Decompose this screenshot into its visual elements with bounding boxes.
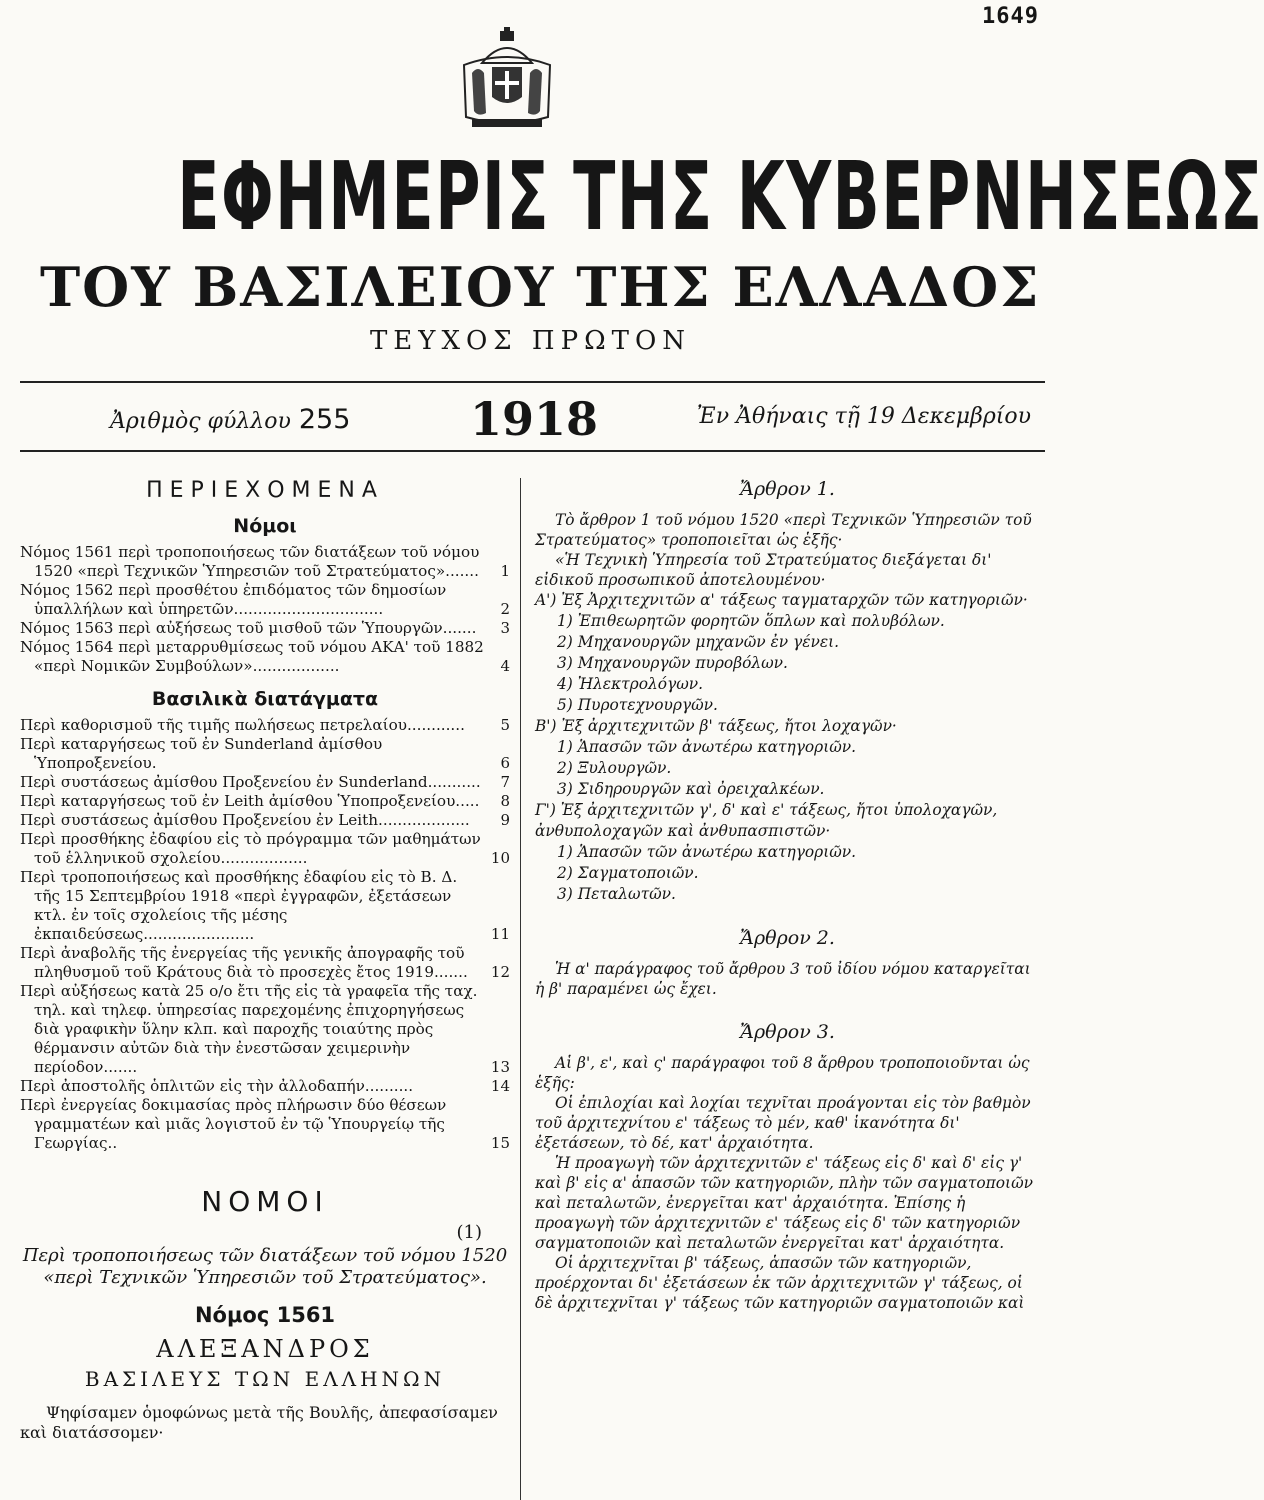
toc-entry: Νόμος 1562 περὶ προσθέτου ἐπιδόματος τῶν δημοσίων ὑπαλλήλων καὶ ὑπηρετῶν............................... 2 bbox=[20, 581, 510, 618]
law-title: Περὶ τροποποιήσεως τῶν διατάξεων τοῦ νόμου 1520 «περὶ Τεχνικῶν Ὑπηρεσιῶν τοῦ Στρατεύματος». bbox=[22, 1245, 508, 1288]
article-3-paragraph: Οἱ ἐπιλοχίαι καὶ λοχίαι τεχνῖται προάγονται εἰς τὸν βαθμὸν τοῦ ἀρχιτεχνίτου ε' τάξεως τὸ μέν, καθ' ἱκανότητα δι' ἐξετάσεων, τὸ δέ, κατ' ἀρχαιότητα. bbox=[535, 1094, 1031, 1152]
toc-entry: Νόμος 1563 περὶ αὐξήσεως τοῦ μισθοῦ τῶν Ὑπουργῶν....... 3 bbox=[20, 619, 510, 637]
toc-entry: Περὶ ἀναβολῆς τῆς ἐνεργείας τῆς γενικῆς ἀπογραφῆς τοῦ πληθυσμοῦ τοῦ Κράτους διὰ τὸ προσεχὲς ἔτος 1919....... 12 bbox=[20, 944, 510, 981]
article-3-paragraph: Οἱ ἀρχιτεχνῖται β' τάξεως, ἁπασῶν τῶν κατηγοριῶν, προέρχονται δι' ἐξετάσεων ἐκ τῶν ἀρχιτεχνιτῶν γ' τάξεως, οἱ δὲ ἀρχιτεχνῖται γ' τάξεως τῶν κατηγοριῶν σαγματοποιῶν καὶ bbox=[535, 1254, 1025, 1312]
sheet-number-block bbox=[110, 404, 350, 435]
toc-entry: Περὶ αὐξήσεως κατὰ 25 ο/ο ἔτι τῆς εἰς τὰ γραφεῖα τῆς ταχ. τηλ. καὶ τηλεφ. ὑπηρεσίας παρεχομένης ἐπιχορηγήσεως διὰ γραφικὴν ὕλην κλπ. καὶ παροχῆς τοιαύτης πρὸς θέρμανσιν αὐτῶν διὰ τὴν ἐνεστῶσαν χειμερινὴν περίοδον....... 13 bbox=[20, 982, 510, 1076]
place-date: Ἐν Ἀθήναις τῇ 19 Δεκεμβρίου bbox=[696, 404, 1031, 429]
sheet-number: 255 bbox=[298, 404, 351, 435]
toc-laws-heading: Νόμοι bbox=[233, 515, 297, 537]
masthead-subtitle: ΤΟΥ ΒΑΣΙΛΕΙΟΥ ΤΗΣ ΕΛΛΑΔΟΣ bbox=[40, 255, 1041, 319]
list-item: 3) Μηχανουργῶν πυροβόλων. bbox=[557, 654, 788, 672]
right-column bbox=[535, 478, 1040, 1313]
toc-entry: Περὶ τροποποιήσεως καὶ προσθήκης ἐδαφίου εἰς τὸ Β. Δ. τῆς 15 Σεπτεμβρίου 1918 «περὶ ἐγγραφῶν, ἐξετάσεων κτλ. ἐν τοῖς σχολείοις τῆς μέσης ἐκπαιδεύσεως....................... 11 bbox=[20, 868, 510, 943]
toc-entry: Περὶ ἀποστολῆς ὁπλιτῶν εἰς τὴν ἀλλοδαπήν.......... 14 bbox=[20, 1077, 510, 1095]
article-3-paragraph: Αἱ β', ε', καὶ ς' παράγραφοι τοῦ 8 ἄρθρου τροποποιοῦνται ὡς ἑξῆς: bbox=[535, 1054, 1030, 1092]
list-item: 1) Ἁπασῶν τῶν ἀνωτέρω κατηγοριῶν. bbox=[557, 738, 857, 756]
left-column bbox=[20, 478, 510, 1443]
article-1-class-b: Β') Ἐξ ἀρχιτεχνιτῶν β' τάξεως, ἤτοι λοχαγῶν· bbox=[535, 717, 897, 735]
toc-decrees-heading: Βασιλικὰ διατάγματα bbox=[151, 688, 379, 710]
king-name: ΑΛΕΞΑΝΔΡΟΣ bbox=[156, 1335, 374, 1363]
list-item: 1) Ἐπιθεωρητῶν φορητῶν ὅπλων καὶ πολυβόλων. bbox=[557, 612, 945, 630]
article-2-heading: Ἄρθρον 2. bbox=[740, 927, 835, 949]
article-3-heading: Ἄρθρον 3. bbox=[740, 1021, 835, 1043]
king-title: ΒΑΣΙΛΕΥΣ ΤΩΝ ΕΛΛΗΝΩΝ bbox=[84, 1367, 446, 1391]
list-item: 2) Ξυλουργῶν. bbox=[557, 759, 672, 777]
article-1-paragraph: «Ἡ Τεχνικὴ Ὑπηρεσία τοῦ Στρατεύματος διεξάγεται δι' εἰδικοῦ προσωπικοῦ ἀποτελουμένου· bbox=[535, 551, 992, 589]
toc-entry: Νόμος 1564 περὶ μεταρρυθμίσεως τοῦ νόμου ΑΚΑ' τοῦ 1882 «περὶ Νομικῶν Συμβούλων».................. 4 bbox=[20, 638, 510, 675]
footnote-marker: (1) bbox=[456, 1222, 482, 1243]
list-item: 4) Ἠλεκτρολόγων. bbox=[557, 675, 704, 693]
article-1-heading: Ἄρθρον 1. bbox=[740, 478, 835, 500]
list-item: 1) Ἁπασῶν τῶν ἀνωτέρω κατηγοριῶν. bbox=[557, 843, 857, 861]
article-3-paragraph: Ἡ προαγωγὴ τῶν ἀρχιτεχνιτῶν ε' τάξεως εἰς δ' καὶ δ' εἰς γ' καὶ β' εἰς α' ἁπασῶν τῶν κατηγοριῶν, πλὴν τῶν σαγματοποιῶν καὶ πεταλωτῶν, ἐνεργεῖται κατ' ἀρχαιότητα. Ἐπίσης ἡ προαγωγὴ τῶν ἀρχιτεχνιτῶν ε' τάξεως εἰς δ' τῶν κατηγοριῶν σαγματοποιῶν καὶ πεταλωτῶν ἐνεργεῖται κατ' ἀρχαιότητα. bbox=[535, 1154, 1033, 1252]
article-2-paragraph: Ἡ α' παράγραφος τοῦ ἄρθρου 3 τοῦ ἰδίου νόμου καταργεῖται ἡ β' παραμένει ὡς ἔχει. bbox=[535, 960, 1031, 998]
issue-part: ΤΕΥΧΟΣ ΠΡΩΤΟΝ bbox=[369, 326, 692, 356]
toc-entry: Περὶ καθορισμοῦ τῆς τιμῆς πωλήσεως πετρελαίου............ 5 bbox=[20, 716, 510, 734]
law-number: Νόμος 1561 bbox=[194, 1303, 336, 1327]
toc-entry: Περὶ καταργήσεως τοῦ ἐν Sunderland ἀμίσθου Ὑποπροξενείου. 6 bbox=[20, 735, 510, 772]
laws-section-heading: ΝΟΜΟΙ bbox=[201, 1185, 329, 1218]
list-item: 2) Σαγματοποιῶν. bbox=[557, 864, 699, 882]
law-preamble: Ψηφίσαμεν ὁμοφώνως μετὰ τῆς Βουλῆς, ἀπεφασίσαμεν καὶ διατάσσομεν· bbox=[20, 1403, 498, 1442]
header-top-rule bbox=[20, 381, 1045, 383]
royal-coat-of-arms-icon bbox=[452, 25, 562, 135]
toc-entry: Περὶ καταργήσεως τοῦ ἐν Leith ἀμίσθου Ὑποπροξενείου..... 8 bbox=[20, 792, 510, 810]
list-item: 3) Πεταλωτῶν. bbox=[557, 885, 676, 903]
article-1-class-a: Α') Ἐξ Ἀρχιτεχνιτῶν α' τάξεως ταγματαρχῶν τῶν κατηγοριῶν· bbox=[535, 591, 1028, 609]
page-number: 1649 bbox=[982, 4, 1039, 29]
toc-entry: Περὶ συστάσεως ἀμίσθου Προξενείου ἐν Leith................... 9 bbox=[20, 811, 510, 829]
masthead-title: ΕΦΗΜΕΡΙΣ ΤΗΣ ΚΥΒΕΡΝΗΣΕΩΣ bbox=[177, 142, 1264, 253]
sheet-label: Ἀριθμὸς φύλλου bbox=[110, 409, 291, 434]
header-bottom-rule bbox=[20, 450, 1045, 452]
list-item: 3) Σιδηρουργῶν καὶ ὀρειχαλκέων. bbox=[557, 780, 825, 798]
toc-entry: Περὶ ἐνεργείας δοκιμασίας πρὸς πλήρωσιν δύο θέσεων γραμματέων καὶ μιᾶς λογιστοῦ ἐν τῷ Ὑπουργείῳ τῆς Γεωργίας.. 15 bbox=[20, 1096, 510, 1152]
list-item: 2) Μηχανουργῶν μηχανῶν ἐν γένει. bbox=[557, 633, 840, 651]
toc-title: ΠΕΡΙΕΧΟΜΕΝΑ bbox=[146, 478, 384, 503]
column-divider bbox=[520, 478, 521, 1500]
article-1-paragraph: Τὸ ἄρθρον 1 τοῦ νόμου 1520 «περὶ Τεχνικῶν Ὑπηρεσιῶν τοῦ Στρατεύματος» τροποποιεῖται ὡς ἑξῆς· bbox=[535, 511, 1032, 549]
article-1-class-c: Γ') Ἐξ ἀρχιτεχνιτῶν γ', δ' καὶ ε' τάξεως, ἤτοι ὑπολοχαγῶν, ἀνθυπολοχαγῶν καὶ ἀνθυπασπιστῶν· bbox=[535, 801, 998, 840]
toc-entry: Περὶ προσθήκης ἐδαφίου εἰς τὸ πρόγραμμα τῶν μαθημάτων τοῦ ἑλληνικοῦ σχολείου.................. 10 bbox=[20, 830, 510, 867]
toc-entry: Περὶ συστάσεως ἀμίσθου Προξενείου ἐν Sunderland........... 7 bbox=[20, 773, 510, 791]
list-item: 5) Πυροτεχνουργῶν. bbox=[557, 696, 718, 714]
issue-year: 1918 bbox=[470, 392, 599, 446]
toc-entry: Νόμος 1561 περὶ τροποποιήσεως τῶν διατάξεων τοῦ νόμου 1520 «περὶ Τεχνικῶν Ὑπηρεσιῶν τοῦ Στρατεύματος»....... 1 bbox=[20, 543, 510, 580]
